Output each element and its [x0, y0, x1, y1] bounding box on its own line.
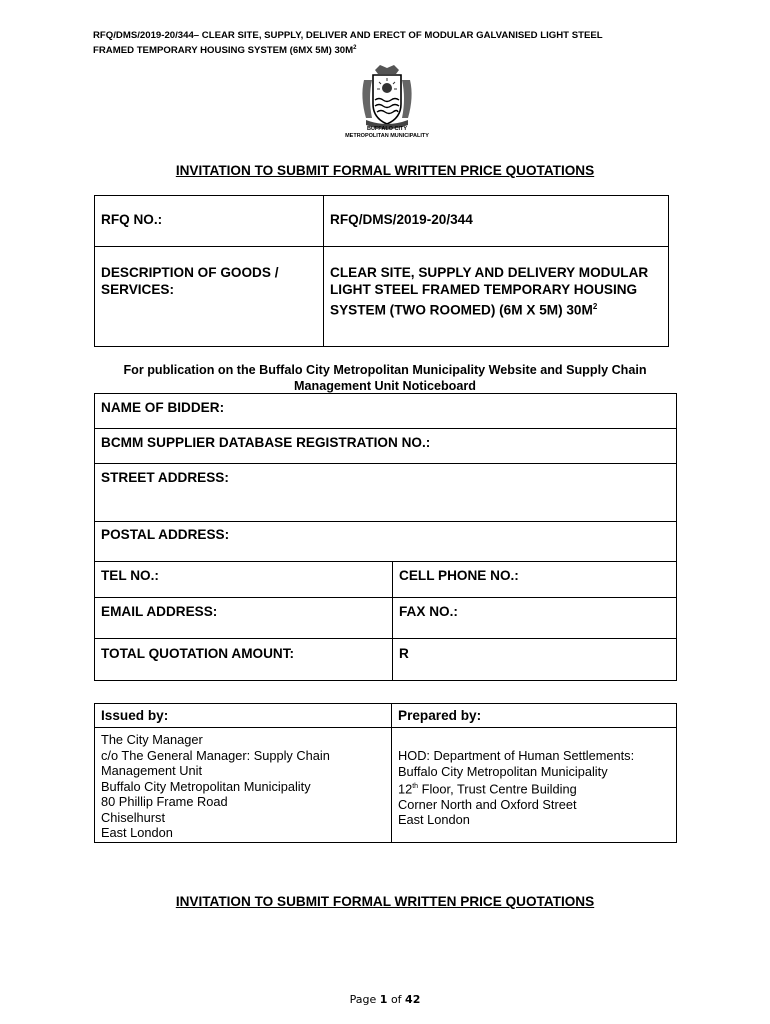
document-header — [93, 29, 693, 57]
issued-line: 80 Phillip Frame Road — [101, 794, 228, 809]
municipality-logo — [342, 62, 432, 144]
prepared-by-details — [392, 728, 677, 843]
issued-line: The City Manager — [101, 732, 203, 747]
rfq-table — [94, 195, 669, 347]
tel-number-field: TEL NO.: — [95, 562, 393, 598]
postal-address-field: POSTAL ADDRESS: — [95, 522, 677, 562]
section-title: INVITATION TO SUBMIT FORMAL WRITTEN PRICE QUOTATIONS — [175, 894, 595, 909]
issued-prepared-table — [94, 703, 677, 843]
fax-number-field: FAX NO.: — [393, 598, 677, 639]
prepared-line: HOD: Department of Human Settlements: — [398, 748, 635, 763]
cell-phone-field: CELL PHONE NO.: — [393, 562, 677, 598]
logo-text-line-2: METROPOLITAN MUNICIPALITY — [345, 133, 429, 139]
bidder-name-field: NAME OF BIDDER: — [95, 394, 677, 429]
description-value: CLEAR SITE, SUPPLY AND DELIVERY MODULAR LIGHT STEEL FRAMED TEMPORARY HOUSING SYSTEM (TWO ROOMED) (6M X 5M) $30M^2$ — [324, 247, 669, 347]
page-total: 42 — [405, 993, 421, 1006]
description-label: DESCRIPTION OF GOODS / SERVICES: — [95, 247, 324, 347]
publication-note: For publication on the Buffalo City Metropolitan Municipality Website and Supply Chain Management Unit Noticeboard — [123, 363, 647, 393]
logo-text-line-1: BUFFALO CITY — [366, 126, 408, 132]
bcmm-registration-field: BCMM SUPPLIER DATABASE REGISTRATION NO.: — [95, 429, 677, 464]
total-quotation-value: R — [393, 639, 677, 681]
issued-line: Chiselhurst — [101, 809, 166, 825]
prepared-line: East London — [398, 812, 470, 828]
issued-line: Buffalo City Metropolitan Municipality — [101, 778, 311, 794]
page-number: 1 — [379, 993, 388, 1006]
total-quotation-label: TOTAL QUOTATION AMOUNT: — [95, 639, 393, 681]
issued-line: c/o The General Manager: Supply Chain — [101, 747, 330, 763]
prepared-line: Corner North and Oxford Street — [398, 796, 577, 812]
email-address-field: EMAIL ADDRESS: — [95, 598, 393, 639]
issued-by-details — [95, 728, 392, 843]
prepared-line: 12th Floor, Trust Centre Building — [398, 781, 577, 797]
issued-line: Management Unit — [101, 763, 203, 778]
issued-line: East London — [101, 825, 173, 840]
of-label: of — [390, 993, 402, 1006]
prepared-line: Buffalo City Metropolitan Municipality — [398, 763, 608, 779]
rfq-number-value: RFQ/DMS/2019-20/344 — [324, 196, 669, 247]
rfq-number-label: RFQ NO.: — [95, 196, 324, 247]
header-line-1: RFQ/DMS/2019-20/344– CLEAR SITE, SUPPLY, DELIVER AND ERECT OF MODULAR GALVANISED LIGHT STEEL — [93, 30, 603, 41]
page-title: INVITATION TO SUBMIT FORMAL WRITTEN PRICE QUOTATIONS — [175, 163, 595, 178]
page-footer — [0, 993, 770, 1006]
street-address-field: STREET ADDRESS: — [95, 464, 677, 522]
header-line-2: FRAMED TEMPORARY HOUSING SYSTEM (6MX 5M) $30M^2$ — [93, 45, 357, 57]
issued-by-header: Issued by: — [95, 704, 392, 728]
prepared-by-header: Prepared by: — [392, 704, 677, 728]
bidder-details-table — [94, 393, 677, 681]
page-label: Page — [349, 993, 377, 1006]
